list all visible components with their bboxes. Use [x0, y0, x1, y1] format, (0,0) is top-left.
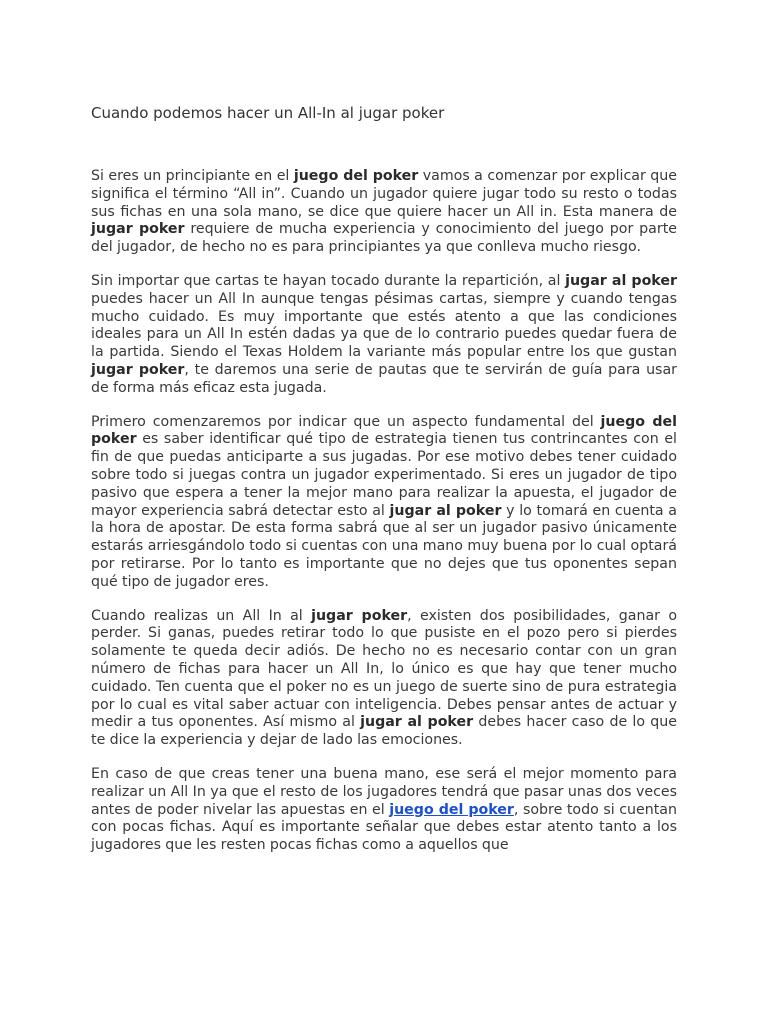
title-spacer — [91, 124, 677, 168]
bold-keyword: jugar al poker — [389, 502, 502, 519]
paragraph-text: Cuando realizas un All In al — [91, 607, 312, 624]
paragraph-text: Sin importar que cartas te hayan tocado durante la repartición, al — [91, 272, 566, 289]
paragraph-4 — [91, 608, 677, 750]
paragraph-text: y lo tomará en cuenta a la hora de apostar. De esta forma sabrá que al ser un jugador pasivo únicamente estarás arriesgándolo todo si cuentas con una mano muy buena por lo cual optará por retirarse. Por lo tanto es importante que no dejes que tus oponentes sepan qué tipo de jugador eres. — [91, 502, 677, 590]
paragraph-text: , te daremos una serie de pautas que te servirán de guía para usar de forma más eficaz esta jugada. — [91, 361, 677, 396]
document-title: Cuando podemos hacer un All-In al jugar poker — [91, 104, 445, 122]
bold-keyword: juego del poker — [293, 168, 419, 184]
bold-keyword: jugar poker — [311, 607, 408, 624]
paragraph-text: Primero comenzaremos por indicar que un aspecto fundamental del — [91, 413, 601, 430]
juego-del-poker-link[interactable]: juego del poker — [389, 801, 514, 818]
paragraph-3 — [91, 414, 677, 592]
paragraph-text: En caso de que creas tener una buena mano, ese será el mejor momento para realizar un All In ya que el resto de los jugadores tendrá que pasar unas dos veces antes de poder nivelar las apuestas en el — [91, 765, 677, 818]
paragraph-1 — [91, 168, 677, 257]
paragraph-5 — [91, 766, 677, 855]
paragraph-text: debes hacer caso de lo que te dice la experiencia y dejar de lado las emociones. — [91, 714, 677, 749]
paragraph-text: vamos a comenzar por explicar que significa el término “All in”. Cuando un jugador quiere jugar todo su resto o todas sus fichas en una sola mano, se dice que quiere hacer un All in. Esta manera de — [91, 168, 677, 220]
bold-keyword: jugar poker — [91, 361, 185, 378]
document-page — [91, 102, 677, 871]
bold-keyword: jugar poker — [91, 221, 185, 238]
paragraph-text: requiere de mucha experiencia y conocimiento del juego por parte del jugador, de hecho no es para principiantes ya que conlleva mucho riesgo. — [91, 221, 677, 256]
paragraph-text: es saber identificar qué tipo de estrategia tienen tus contrincantes con el fin de que puedas anticiparte a sus jugadas. Por ese motivo debes tener cuidado sobre todo si juegas contra un jugador experimentado. Si eres un jugador de tipo pasivo que espera a tener la mejor mano para realizar la apuesta, el jugador de mayor experiencia sabrá detectar esto al — [91, 431, 677, 519]
paragraph-text: puedes hacer un All In aunque tengas pésimas cartas, siempre y cuando tengas mucho cuidado. Es muy importante que estés atento a que las condiciones ideales para un All In estén dadas ya que de lo contrario puedes quedar fuera de la partida. Siendo el Texas Holdem la variante más popular entre los que gustan — [91, 290, 677, 361]
document-body — [91, 168, 677, 855]
bold-keyword: juego del poker — [91, 413, 677, 448]
paragraph-text: , sobre todo si cuentan con pocas fichas. Aquí es importante señalar que debes estar atento tanto a los jugadores que les resten pocas fichas como a aquellos que — [91, 801, 677, 854]
bold-keyword: jugar al poker — [360, 714, 474, 731]
bold-keyword: jugar al poker — [565, 272, 677, 289]
paragraph-text: Si eres un principiante en el — [91, 168, 294, 184]
paragraph-2 — [91, 273, 677, 398]
paragraph-text: , existen dos posibilidades, ganar o perder. Si ganas, puedes retirar todo lo que pusiste en el pozo pero si pierdes solamente te queda decir adiós. De hecho no es necesario contar con un gran número de fichas para hacer un All In, lo único es que hay que tener mucho cuidado. Ten cuenta que el poker no es un juego de suerte sino de pura estrategia por lo cual es vital saber actuar con inteligencia. Debes pensar antes de actuar y medir a tus oponentes. Así mismo al — [91, 607, 678, 731]
